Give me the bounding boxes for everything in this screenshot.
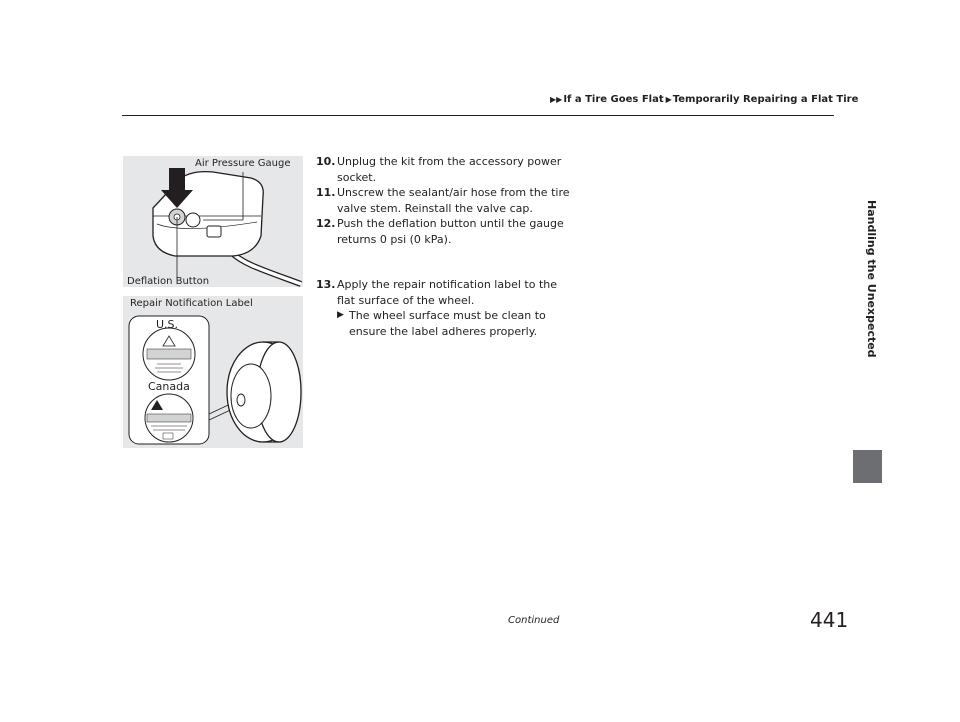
breadcrumb-section[interactable]: If a Tire Goes Flat xyxy=(563,94,664,105)
step-number: 10. xyxy=(316,155,336,168)
deflation-button-label: Deflation Button xyxy=(127,276,210,287)
instruction-steps xyxy=(316,154,576,339)
breadcrumb xyxy=(550,94,858,105)
step-10 xyxy=(316,154,576,185)
inflator-kit-figure xyxy=(123,156,303,287)
step-number: 12. xyxy=(316,217,336,230)
arrow-icon: ▶ xyxy=(337,310,344,320)
step-text: Unscrew the sealant/air hose from the tire valve stem. Reinstall the valve cap. xyxy=(337,186,570,215)
header-divider xyxy=(122,115,834,116)
breadcrumb-page[interactable]: Temporarily Repairing a Flat Tire xyxy=(672,94,859,105)
side-tab-marker xyxy=(853,450,882,483)
inflator-kit-illustration xyxy=(123,156,303,287)
note-text: The wheel surface must be clean to ensure the label adheres properly. xyxy=(349,309,546,338)
step-number: 11. xyxy=(316,186,336,199)
step-13 xyxy=(316,277,576,308)
canada-label: Canada xyxy=(148,380,190,393)
arrow-icon: ▶ xyxy=(665,95,672,104)
repair-label-figure xyxy=(123,296,303,448)
step-text: Apply the repair notification label to the flat surface of the wheel. xyxy=(337,278,557,307)
air-pressure-gauge-label: Air Pressure Gauge xyxy=(195,158,291,169)
repair-notification-label-title: Repair Notification Label xyxy=(130,298,253,309)
repair-label-illustration xyxy=(123,296,303,448)
step-number: 13. xyxy=(316,278,336,291)
page-number: 441 xyxy=(810,608,849,632)
step-text: Push the deflation button until the gauge returns 0 psi (0 kPa). xyxy=(337,217,564,246)
arrow-icon: ▶▶ xyxy=(550,95,563,104)
step-12 xyxy=(316,216,576,247)
step-text: Unplug the kit from the accessory power socket. xyxy=(337,155,562,184)
side-tab-label[interactable]: Handling the Unexpected xyxy=(865,200,878,358)
step-13-note xyxy=(316,308,576,339)
us-label: U.S. xyxy=(156,318,179,331)
step-11 xyxy=(316,185,576,216)
continued-label: Continued xyxy=(508,615,560,626)
